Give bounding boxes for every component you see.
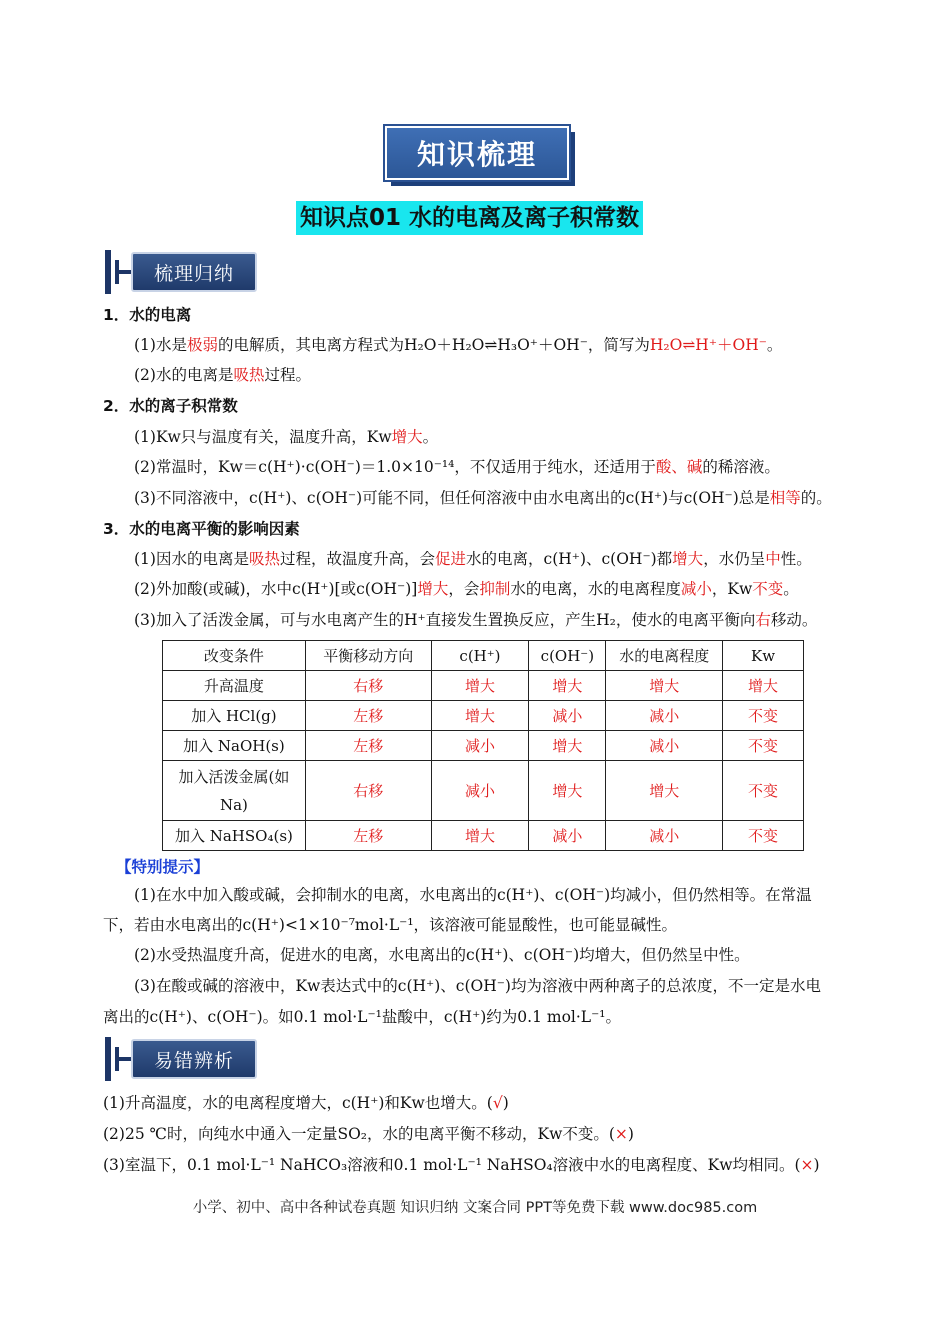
table-cell: 右移 [305, 761, 431, 821]
table-cell: 增大 [529, 671, 606, 701]
table-cell: 减小 [606, 701, 723, 731]
table-cell: 增大 [723, 671, 804, 701]
table-cell: 左移 [305, 821, 431, 851]
table-header: c(OH⁻) [529, 641, 606, 671]
tips-line: (2)水受热温度升高，促进水的电离，水电离出的c(H⁺)、c(OH⁻)均增大，但仍然呈中性。 [134, 946, 750, 964]
table-cell: 不变 [723, 701, 804, 731]
table-cell: 增大 [606, 671, 723, 701]
table-cell: 增大 [431, 701, 529, 731]
table-cell: 加入 NaOH(s) [163, 731, 306, 761]
table-cell: 减小 [431, 761, 529, 821]
error-item: (2)25 ℃时，向纯水中通入一定量SO₂，水的电离平衡不移动，Kw不变。(×) [103, 1125, 634, 1143]
tag-errors [105, 1037, 257, 1081]
tag-label: 易错辨析 [131, 1039, 257, 1079]
section-banner [385, 126, 575, 186]
table-header: c(H⁺) [431, 641, 529, 671]
table-cell: 左移 [305, 701, 431, 731]
table-cell: 升高温度 [163, 671, 306, 701]
paragraph-line: (1)Kw只与温度有关，温度升高，Kw增大。 [134, 428, 439, 446]
paragraph-line: (3)不同溶液中，c(H⁺)、c(OH⁻)可能不同，但任何溶液中由水电离出的c(H⁺)与c(OH⁻)总是相等的。 [134, 489, 832, 507]
table-cell: 不变 [723, 821, 804, 851]
table-cell: 减小 [606, 821, 723, 851]
effect-table [162, 640, 804, 851]
tips-line: (1)在水中加入酸或碱，会抑制水的电离，水电离出的c(H⁺)、c(OH⁻)均减小，但仍然相等。在常温 [134, 886, 812, 904]
table-cell: 减小 [606, 731, 723, 761]
table-cell: 加入 NaHSO₄(s) [163, 821, 306, 851]
table-row [163, 671, 804, 701]
table-row [163, 821, 804, 851]
section-heading: 2．水的离子积常数 [103, 397, 238, 415]
paragraph-line: (3)加入了活泼金属，可与水电离产生的H⁺直接发生置换反应，产生H₂，使水的电离平衡向右移动。 [134, 611, 818, 629]
section-heading: 3．水的电离平衡的影响因素 [103, 520, 300, 538]
table-row [163, 761, 804, 821]
table-header-row [163, 641, 804, 671]
table-cell: 增大 [529, 761, 606, 821]
knowledge-point-title: 知识点01 水的电离及离子积常数 [296, 201, 643, 235]
paragraph-line: (1)水是极弱的电解质，其电离方程式为H₂O＋H₂O⇌H₃O⁺＋OH⁻，简写为H₂O⇌H⁺＋OH⁻。 [134, 336, 783, 354]
table-cell: 不变 [723, 761, 804, 821]
table-cell: 增大 [431, 671, 529, 701]
table-cell: 加入活泼金属(如Na) [163, 761, 306, 821]
table-cell: 增大 [529, 731, 606, 761]
table-cell: 右移 [305, 671, 431, 701]
paragraph-line: (2)水的电离是吸热过程。 [134, 366, 311, 384]
tips-line: 下，若由水电离出的c(H⁺)<1×10⁻⁷mol·L⁻¹，该溶液可能显酸性，也可能显碱性。 [103, 916, 678, 934]
table-header: Kw [723, 641, 804, 671]
error-item: (1)升高温度，水的电离程度增大，c(H⁺)和Kw也增大。(√) [103, 1094, 509, 1112]
tips-line: 离出的c(H⁺)、c(OH⁻)。如0.1 mol·L⁻¹盐酸中，c(H⁺)约为0.1 mol·L⁻¹。 [103, 1008, 621, 1026]
table-cell: 增大 [431, 821, 529, 851]
footer-text: 小学、初中、高中各种试卷真题 知识归纳 文案合同 PPT等免费下载 www.doc985.com [192, 1200, 758, 1216]
table-row [163, 731, 804, 761]
table-cell: 左移 [305, 731, 431, 761]
error-item: (3)室温下，0.1 mol·L⁻¹ NaHCO₃溶液和0.1 mol·L⁻¹ NaHSO₄溶液中水的电离程度、Kw均相同。(×) [103, 1156, 820, 1174]
table-row [163, 701, 804, 731]
table-header: 改变条件 [163, 641, 306, 671]
tag-summary [105, 250, 257, 294]
table-cell: 不变 [723, 731, 804, 761]
table-header: 水的电离程度 [606, 641, 723, 671]
paragraph-line: (1)因水的电离是吸热过程，故温度升高，会促进水的电离，c(H⁺)、c(OH⁻)都增大，水仍呈中性。 [134, 550, 812, 568]
table-cell: 加入 HCl(g) [163, 701, 306, 731]
tag-bar [105, 1037, 111, 1081]
table-header: 平衡移动方向 [305, 641, 431, 671]
table-cell: 减小 [529, 821, 606, 851]
table-cell: 增大 [606, 761, 723, 821]
paragraph-line: (2)常温时，Kw＝c(H⁺)·c(OH⁻)＝1.0×10⁻¹⁴，不仅适用于纯水，还适用于酸、碱的稀溶液。 [134, 458, 780, 476]
banner-title: 知识梳理 [385, 126, 569, 180]
paragraph-line: (2)外加酸(或碱)，水中c(H⁺)[或c(OH⁻)]增大，会抑制水的电离，水的电离程度减小，Kw不变。 [134, 580, 799, 598]
tips-line: (3)在酸或碱的溶液中，Kw表达式中的c(H⁺)、c(OH⁻)均为溶液中两种离子的总浓度，不一定是水电 [134, 977, 821, 995]
tips-heading: 【特别提示】 [116, 858, 210, 876]
section-heading: 1．水的电离 [103, 306, 192, 324]
table-cell: 减小 [431, 731, 529, 761]
tag-label: 梳理归纳 [131, 252, 257, 292]
table-cell: 减小 [529, 701, 606, 731]
tag-bar [105, 250, 111, 294]
